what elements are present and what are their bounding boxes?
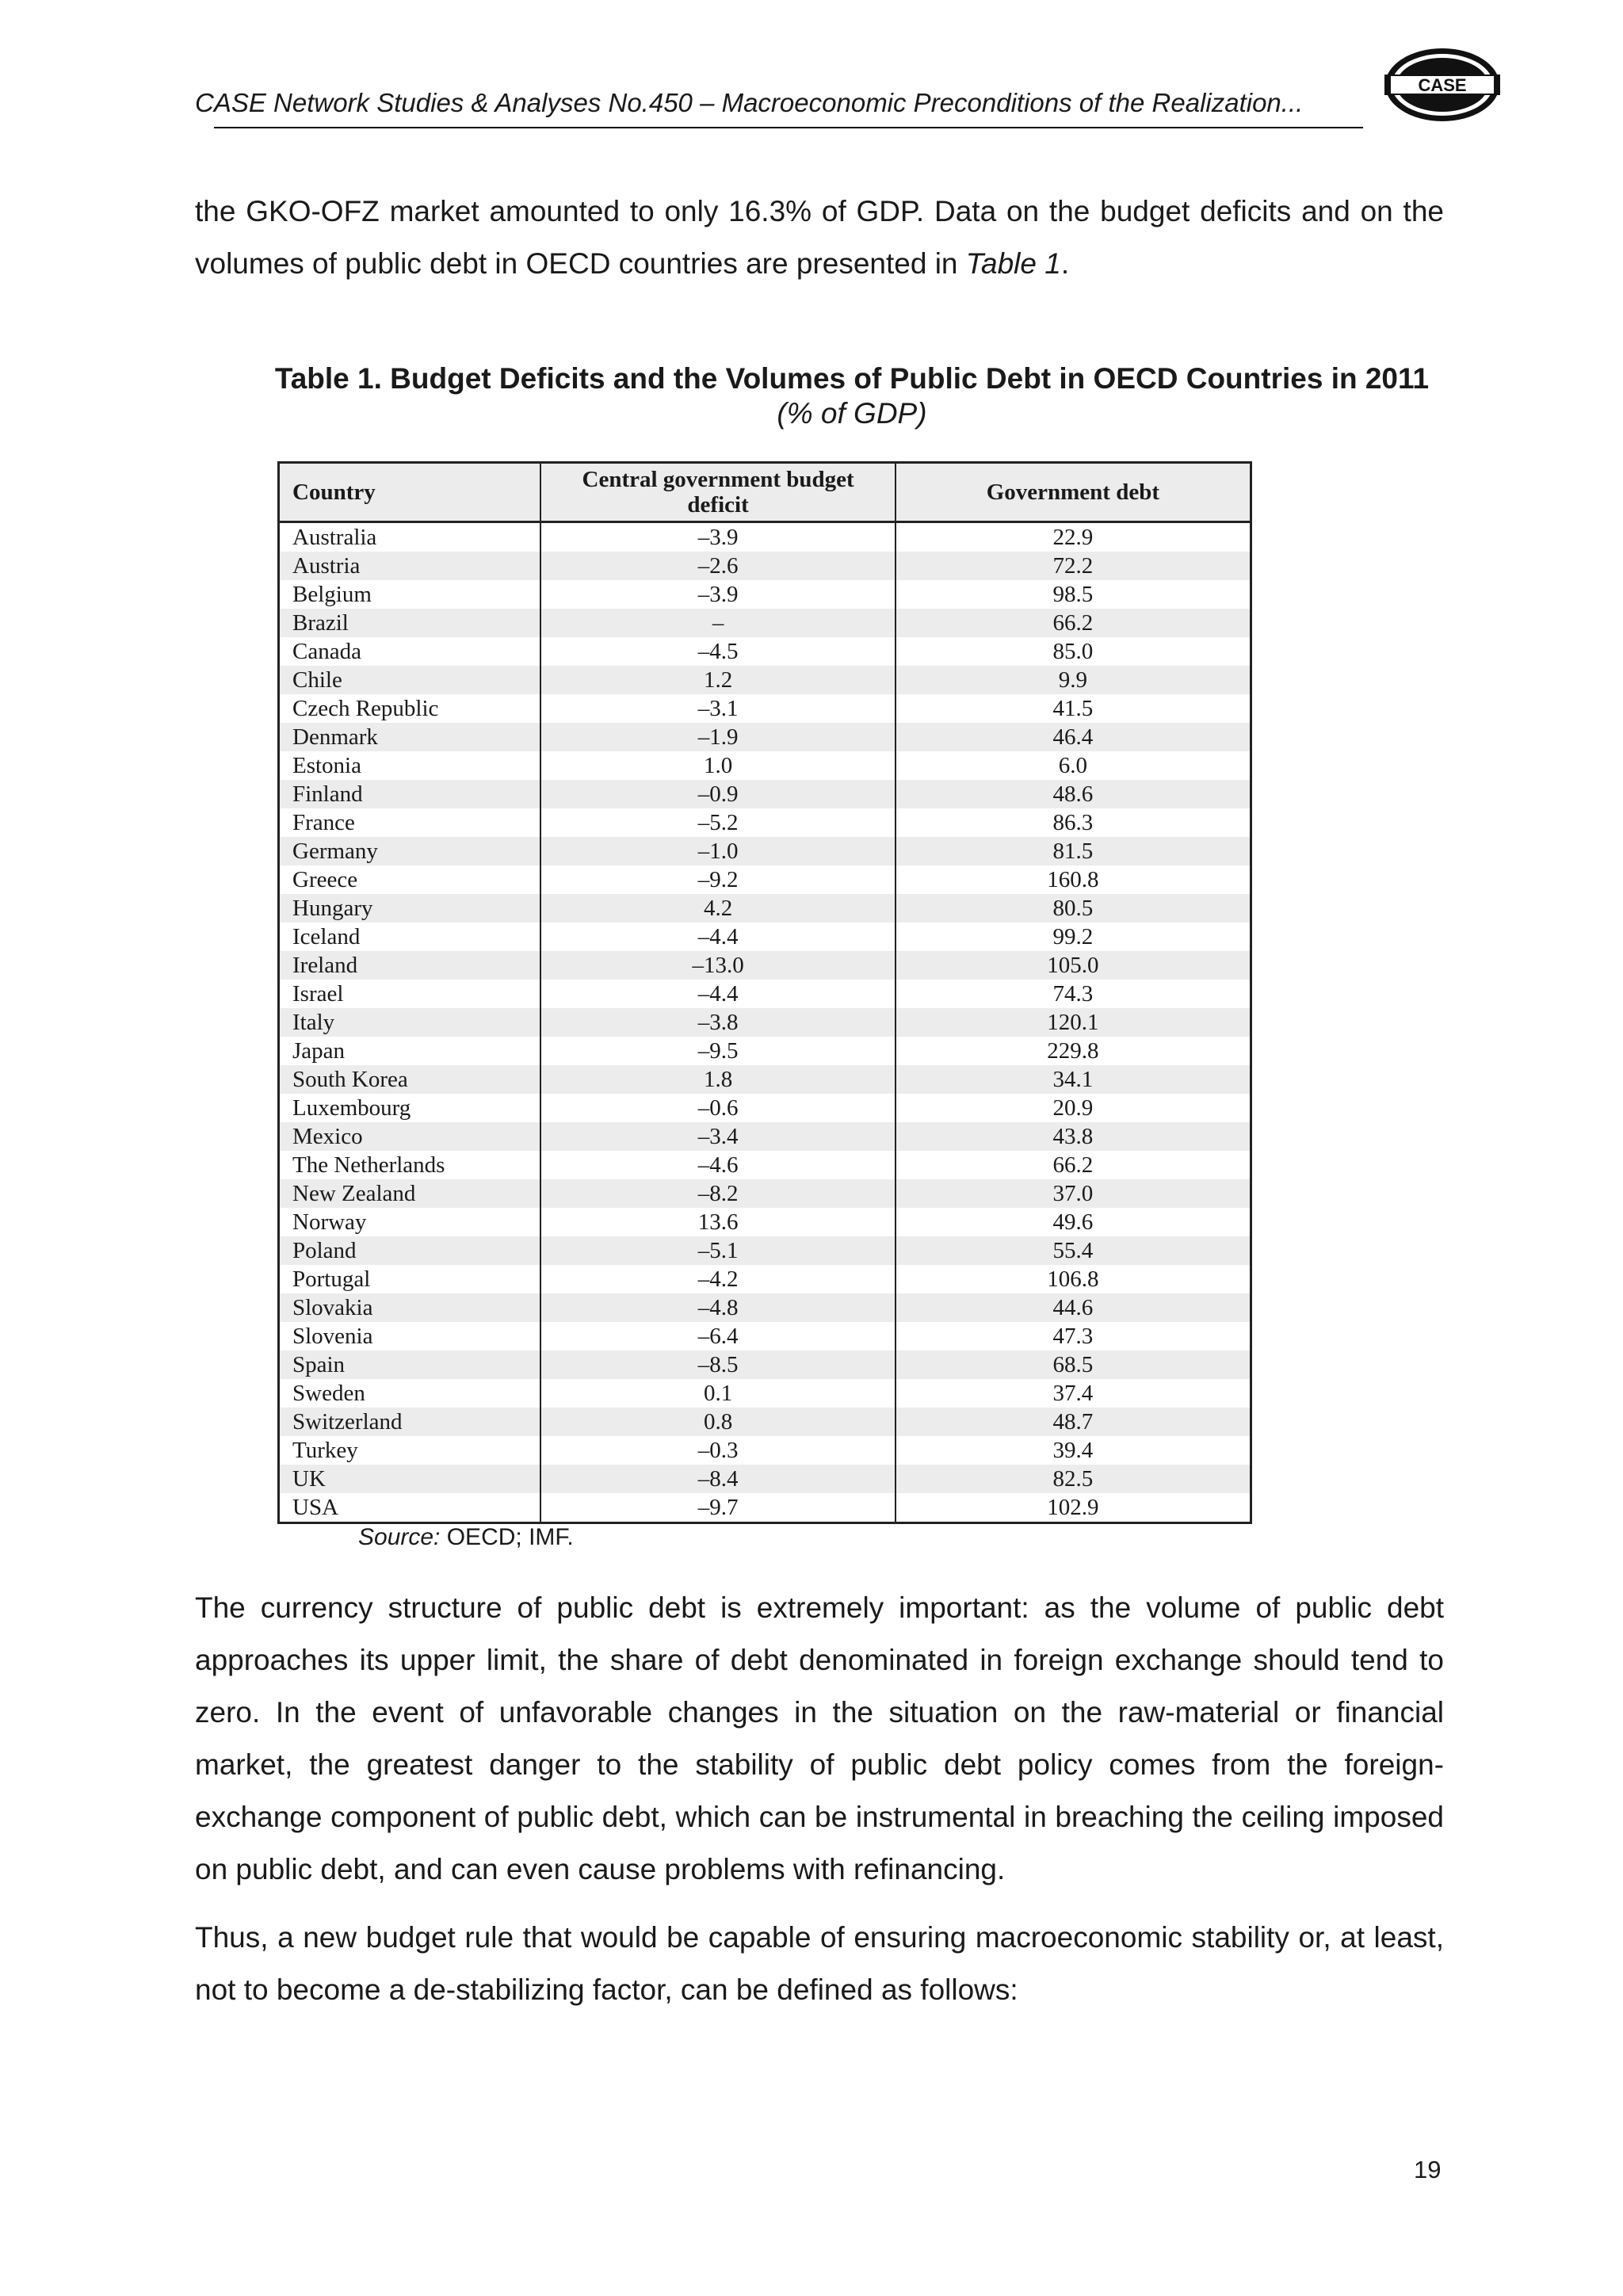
cell-deficit: –3.4 xyxy=(540,1122,895,1151)
cell-country: Estonia xyxy=(292,753,361,778)
table-source xyxy=(358,1522,574,1553)
cell-debt: 34.1 xyxy=(896,1065,1251,1094)
cell-deficit: – xyxy=(540,609,895,637)
running-header: CASE Network Studies & Analyses No.450 – Macroeconomic Preconditions of the Realization... xyxy=(195,88,1304,117)
cell-debt: 229.8 xyxy=(896,1037,1251,1065)
cell-country: Poland xyxy=(279,1236,541,1265)
cell-country: France xyxy=(292,810,355,835)
cell-deficit: –4.4 xyxy=(540,980,895,1008)
cell-country: Slovakia xyxy=(279,1293,541,1322)
cell-debt: 66.2 xyxy=(896,1151,1251,1179)
cell-debt: 55.4 xyxy=(896,1236,1251,1265)
table-row xyxy=(279,808,1251,837)
cell-debt: 37.0 xyxy=(896,1179,1251,1208)
cell-debt: 47.3 xyxy=(896,1322,1251,1350)
cell-country: Portugal xyxy=(292,1266,371,1292)
table-row xyxy=(279,522,1251,552)
cell-debt: 41.5 xyxy=(896,694,1251,723)
cell-debt: 120.1 xyxy=(896,1008,1251,1037)
cell-debt: 82.5 xyxy=(896,1465,1251,1493)
cell-deficit: –0.3 xyxy=(540,1436,895,1465)
cell-country: Czech Republic xyxy=(292,696,439,721)
cell-debt: 86.3 xyxy=(896,808,1251,837)
cell-debt: 6.0 xyxy=(896,751,1251,780)
cell-debt: 160.8 xyxy=(896,865,1251,894)
cell-deficit: –3.8 xyxy=(540,1008,895,1037)
table-row xyxy=(279,1236,1251,1265)
cell-deficit: –1.0 xyxy=(540,837,895,865)
cell-country: Sweden xyxy=(292,1381,365,1406)
table-body xyxy=(279,522,1251,1523)
cell-debt: 48.6 xyxy=(896,780,1251,808)
cell-debt: 44.6 xyxy=(896,1293,1251,1322)
table-row xyxy=(279,1037,1251,1065)
table-title-main: Table 1. Budget Deficits and the Volumes of Public Debt in OECD Countries in 2011 xyxy=(274,362,1430,395)
source-label: Source: xyxy=(358,1524,441,1550)
table-row xyxy=(279,1465,1251,1493)
cell-debt: 72.2 xyxy=(896,552,1251,580)
cell-deficit: –8.4 xyxy=(540,1465,895,1493)
cell-deficit: –0.9 xyxy=(540,780,895,808)
cell-country: Iceland xyxy=(292,924,361,949)
cell-deficit: –1.9 xyxy=(540,723,895,751)
cell-country: Hungary xyxy=(279,894,541,923)
cell-debt: 80.5 xyxy=(896,894,1251,923)
cell-deficit: –4.4 xyxy=(540,923,895,951)
cell-country: Luxembourg xyxy=(292,1095,411,1121)
cell-debt: 49.6 xyxy=(896,1208,1251,1236)
table-row xyxy=(279,1094,1251,1122)
cell-country: The Netherlands xyxy=(292,1152,445,1178)
cell-debt: 102.9 xyxy=(896,1493,1251,1523)
table-row xyxy=(279,1379,1251,1408)
table-row xyxy=(279,1350,1251,1379)
table-row xyxy=(279,666,1251,694)
cell-debt: 37.4 xyxy=(896,1379,1251,1408)
table-row xyxy=(279,1436,1251,1465)
table-row xyxy=(279,1208,1251,1236)
cell-deficit: –4.2 xyxy=(540,1265,895,1293)
intro-text-after: . xyxy=(1060,247,1070,280)
table-row xyxy=(279,923,1251,951)
cell-debt: 22.9 xyxy=(896,522,1251,552)
intro-paragraph xyxy=(195,185,1444,290)
table-row xyxy=(279,1008,1251,1037)
cell-country: Brazil xyxy=(279,609,541,637)
cell-deficit: –3.9 xyxy=(540,522,895,552)
cell-deficit: –8.5 xyxy=(540,1350,895,1379)
cell-country: Finland xyxy=(279,780,541,808)
cell-debt: 46.4 xyxy=(896,723,1251,751)
cell-deficit: –9.2 xyxy=(540,865,895,894)
cell-country: New Zealand xyxy=(279,1179,541,1208)
cell-country: Chile xyxy=(279,666,541,694)
intro-text-before: the GKO-OFZ market amounted to only 16.3% of GDP. Data on the budget deficits and on the volumes of public debt in OECD countries are presented in xyxy=(195,195,1444,280)
cell-country: Australia xyxy=(292,525,377,550)
cell-country: UK xyxy=(279,1465,541,1493)
page-number: 19 xyxy=(1414,2156,1442,2183)
cell-country: Italy xyxy=(279,1008,541,1037)
cell-debt: 81.5 xyxy=(896,837,1251,865)
table-row xyxy=(279,751,1251,780)
cell-deficit: –4.5 xyxy=(540,637,895,666)
cell-country: Switzerland xyxy=(279,1408,541,1436)
cell-country: Turkey xyxy=(292,1438,358,1463)
cell-debt: 9.9 xyxy=(896,666,1251,694)
cell-debt: 98.5 xyxy=(896,580,1251,609)
cell-deficit: –0.6 xyxy=(540,1094,895,1122)
cell-deficit: –5.1 xyxy=(540,1236,895,1265)
cell-deficit: 1.0 xyxy=(540,751,895,780)
table-row xyxy=(279,1065,1251,1094)
cell-country: USA xyxy=(292,1495,339,1520)
cell-country: Austria xyxy=(279,552,541,580)
cell-country: Canada xyxy=(292,639,361,664)
cell-debt: 99.2 xyxy=(896,923,1251,951)
table-row xyxy=(279,637,1251,666)
cell-debt: 74.3 xyxy=(896,980,1251,1008)
cell-country: Slovenia xyxy=(292,1324,373,1349)
table-row xyxy=(279,694,1251,723)
cell-country: South Korea xyxy=(279,1065,541,1094)
table-row xyxy=(279,894,1251,923)
table-row xyxy=(279,1293,1251,1322)
table-row xyxy=(279,1122,1251,1151)
cell-deficit: 13.6 xyxy=(540,1208,895,1236)
table-row xyxy=(279,609,1251,637)
cell-deficit: –2.6 xyxy=(540,552,895,580)
cell-deficit: 1.2 xyxy=(540,666,895,694)
cell-deficit: –8.2 xyxy=(540,1179,895,1208)
cell-debt: 68.5 xyxy=(896,1350,1251,1379)
header-deficit: Central government budget deficit xyxy=(540,463,895,522)
cell-deficit: –3.1 xyxy=(540,694,895,723)
header-rule xyxy=(214,127,1363,128)
table-row xyxy=(279,1322,1251,1350)
case-logo xyxy=(1383,46,1502,124)
table-row xyxy=(279,1265,1251,1293)
cell-country: Israel xyxy=(292,981,344,1007)
cell-debt: 66.2 xyxy=(896,609,1251,637)
cell-debt: 43.8 xyxy=(896,1122,1251,1151)
cell-deficit: –9.7 xyxy=(540,1493,895,1523)
cell-debt: 48.7 xyxy=(896,1408,1251,1436)
cell-deficit: –3.9 xyxy=(540,580,895,609)
table-header-row xyxy=(279,463,1251,522)
header-country: Country xyxy=(279,463,541,522)
header-debt: Government debt xyxy=(896,463,1251,522)
cell-deficit: 4.2 xyxy=(540,894,895,923)
case-logo-text: CASE xyxy=(1418,75,1467,95)
table-row xyxy=(279,865,1251,894)
cell-debt: 105.0 xyxy=(896,951,1251,980)
table-row xyxy=(279,837,1251,865)
cell-debt: 20.9 xyxy=(896,1094,1251,1122)
table-row xyxy=(279,1179,1251,1208)
cell-country: Germany xyxy=(279,837,541,865)
table-row xyxy=(279,951,1251,980)
table-row xyxy=(279,1408,1251,1436)
cell-deficit: 0.8 xyxy=(540,1408,895,1436)
cell-deficit: 1.8 xyxy=(540,1065,895,1094)
cell-deficit: –6.4 xyxy=(540,1322,895,1350)
cell-country: Ireland xyxy=(279,951,541,980)
cell-country: Belgium xyxy=(292,582,372,607)
table-row xyxy=(279,580,1251,609)
cell-country: Norway xyxy=(292,1209,367,1235)
intro-table-ref: Table 1 xyxy=(965,247,1061,280)
cell-country: Spain xyxy=(279,1350,541,1379)
budget-debt-table xyxy=(277,461,1252,1524)
table-row xyxy=(279,723,1251,751)
body-paragraph-1: The currency structure of public debt is extremely important: as the volume of public debt approaches its upper limit, the share of debt denominated in foreign exchange should tend to zero. In the event of unfavorable changes in the situation on the raw-material or financial market, the greatest danger to the stability of public debt policy comes from the foreign-exchange component of public debt, which can be instrumental in breaching the ceiling imposed on public debt, and can even cause problems with refinancing. xyxy=(195,1591,1444,1885)
cell-deficit: –9.5 xyxy=(540,1037,895,1065)
table-row xyxy=(279,552,1251,580)
table-title xyxy=(269,361,1434,431)
table-row xyxy=(279,980,1251,1008)
cell-deficit: –4.8 xyxy=(540,1293,895,1322)
body-text xyxy=(195,1582,1444,2016)
cell-country: Mexico xyxy=(279,1122,541,1151)
cell-country: Greece xyxy=(292,867,358,892)
cell-debt: 39.4 xyxy=(896,1436,1251,1465)
cell-deficit: 0.1 xyxy=(540,1379,895,1408)
cell-country: Denmark xyxy=(279,723,541,751)
source-text: OECD; IMF. xyxy=(440,1524,574,1550)
cell-debt: 85.0 xyxy=(896,637,1251,666)
cell-deficit: –5.2 xyxy=(540,808,895,837)
table-row xyxy=(279,780,1251,808)
cell-debt: 106.8 xyxy=(896,1265,1251,1293)
cell-deficit: –4.6 xyxy=(540,1151,895,1179)
table-title-unit: (% of GDP) xyxy=(777,397,927,430)
body-paragraph-2: Thus, a new budget rule that would be capable of ensuring macroeconomic stability or, at least, not to become a de-stabilizing factor, can be defined as follows: xyxy=(195,1921,1444,2006)
table-row xyxy=(279,1493,1251,1523)
cell-country: Japan xyxy=(292,1038,346,1064)
table-row xyxy=(279,1151,1251,1179)
cell-deficit: –13.0 xyxy=(540,951,895,980)
